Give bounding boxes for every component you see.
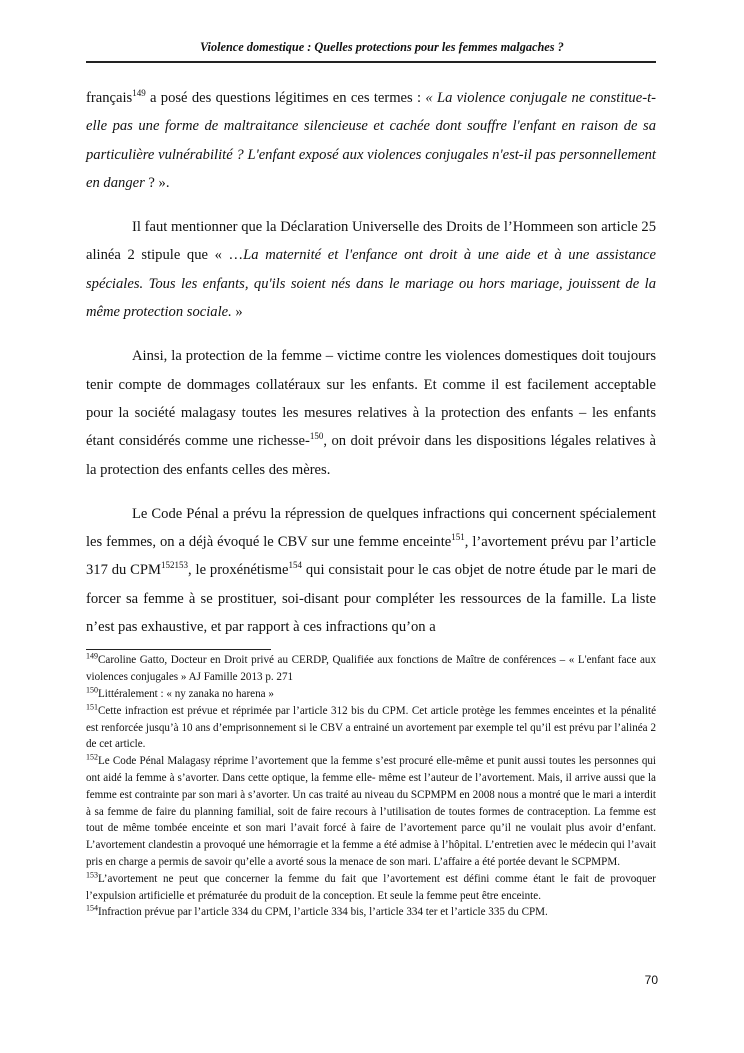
footnote-149 (86, 652, 656, 686)
footnotes (86, 652, 656, 921)
footnote-ref-149[interactable]: 149 (132, 88, 146, 99)
footnote-154 (86, 904, 656, 921)
body-text (86, 84, 656, 641)
footnote-text: Littéralement : « ny zanaka no harena » (98, 688, 274, 700)
running-header: Violence domestique : Quelles protections pour les femmes malgaches ? (200, 40, 564, 54)
footnote-151 (86, 703, 656, 753)
p2-quote: La maternité et l'enfance ont droit à une aide et à une assistance spéciales. Tous les enfants, qu'ils soient nés dans le mariage ou hors mariage, jouissent de la même protection sociale. (86, 247, 656, 321)
p2-text-b: » (231, 304, 243, 321)
p1-text-b: a posé des questions légitimes en ces termes : (145, 90, 426, 106)
p4-text-c: , le proxénétisme (188, 562, 289, 579)
paragraph-4 (86, 500, 656, 641)
p1-quote: « La violence conjugale ne constitue-t-elle pas une forme de maltraitance silencieuse et cachée dont souffre l'enfant en raison de sa particulière vulnérabilité ? L'enfant exposé aux violences conjugales n'est-il pas personnellement en danger (86, 90, 656, 191)
p3-text-b: , on doit prévoir dans les dispositions légales relatives à la protection des enfants celles des mères. (86, 433, 656, 478)
p4-text-b: , l’avortement prévu par l’article 317 du CPM (86, 534, 656, 579)
p1-text-a: français (86, 90, 133, 106)
paragraph-1 (86, 84, 656, 197)
footnote-number: 154 (86, 903, 98, 913)
p2-text-a: Il faut mentionner que la Déclaration Universelle des Droits de l’Hommeen son article 25 alinéa 2 stipule que « … (86, 219, 656, 264)
p4-text-a: Le Code Pénal a prévu la répression de quelques infractions qui concernent spécialement les femmes, on a déjà évoqué le CBV sur une femme enceinte (86, 505, 656, 551)
footnote-ref-151[interactable]: 151 (451, 532, 465, 543)
footnote-separator (86, 649, 271, 650)
footnote-text: Le Code Pénal Malagasy réprime l’avortement que la femme s’est procuré elle-même et punit aussi toutes les personnes qui ont aidé la femme à s’avorter. Dans cette optique, la femme elle- même est l’auteur de l’avortement. Mais, il arrive aussi que la femme est contrainte par son mari à s’avorter. Un cas traité au niveau du SCPMPM en 2008 nous a montré que le mari a interdit à sa femme de faire du planning familial, soit de faire recours à l’utilisation de toutes formes de contraception. La femme est tout de même tombée enceinte et son mari l’avait forcé à faire de l’avortement parce qu’il ne voulait plus avoir d’enfant. L’avortement clandestin a provoqué une hémorragie et la femme a été admise à l’hôpital. L’entretien avec le médecin qui l’avait pris en charge a permis de savoir qu’elle a avorté sous la menace de son mari. L’affaire a été portée devant le SCPMPM. (86, 755, 656, 868)
p1-text-c: ? ». (144, 174, 170, 191)
p4-text-d: qui consistait pour le cas objet de notre étude par le mari de forcer sa femme à se prostituer, soi-disant pour compléter les ressources de la famille. La liste n’est pas exhaustive, et par rapport à ces infractions qu’on a (86, 562, 656, 636)
footnote-152 (86, 753, 656, 871)
footnote-text: Infraction prévue par l’article 334 du CPM, l’article 334 bis, l’article 334 ter et l’article 335 du CPM. (98, 906, 548, 919)
footnote-ref-152-153[interactable]: 152153 (161, 560, 189, 571)
footnote-153 (86, 871, 656, 905)
footnote-text: Caroline Gatto, Docteur en Droit privé au CERDP, Qualifiée aux fonctions de Maître de conférences – « L'enfant face aux violences conjugales » AJ Famille 2013 p. 271 (86, 654, 656, 683)
footnote-150 (86, 686, 656, 703)
footnote-text: L’avortement ne peut que concerner la femme du fait que l’avortement est défini comme étant le fait de provoquer l’expulsion artificielle et prématurée du produit de la conception. Et seule la femme peut être enceinte. (86, 872, 656, 902)
page-number: 70 (644, 973, 658, 987)
p3-text-a: Ainsi, la protection de la femme – victime contre les violences domestiques doit toujours tenir compte de dommages collatéraux sur les enfants. Et comme il est facilement acceptable pour la société malagasy toutes les mesures relatives à la protection des enfants – les enfants étant considérés comme une richesse- (86, 348, 656, 450)
paragraph-2 (86, 213, 656, 326)
footnote-number: 153 (86, 870, 98, 880)
footnote-number: 152 (86, 752, 98, 762)
footnote-number: 149 (86, 651, 98, 661)
header-rule (86, 61, 656, 63)
footnote-ref-154[interactable]: 154 (288, 560, 303, 571)
paragraph-3 (86, 342, 656, 483)
footnote-ref-150[interactable]: 150 (309, 431, 324, 442)
footnote-number: 150 (86, 685, 98, 695)
footnote-text: Cette infraction est prévue et réprimée par l’article 312 bis du CPM. Cet article protège les femmes enceintes et la pénalité est renforcée jusqu’à 10 ans d’emprisonnement si le CBV a entrainé un avortement par exemple tel qu’il est prévu par l’alinéa 2 de cet article. (86, 704, 656, 751)
footnote-number: 151 (86, 702, 98, 712)
